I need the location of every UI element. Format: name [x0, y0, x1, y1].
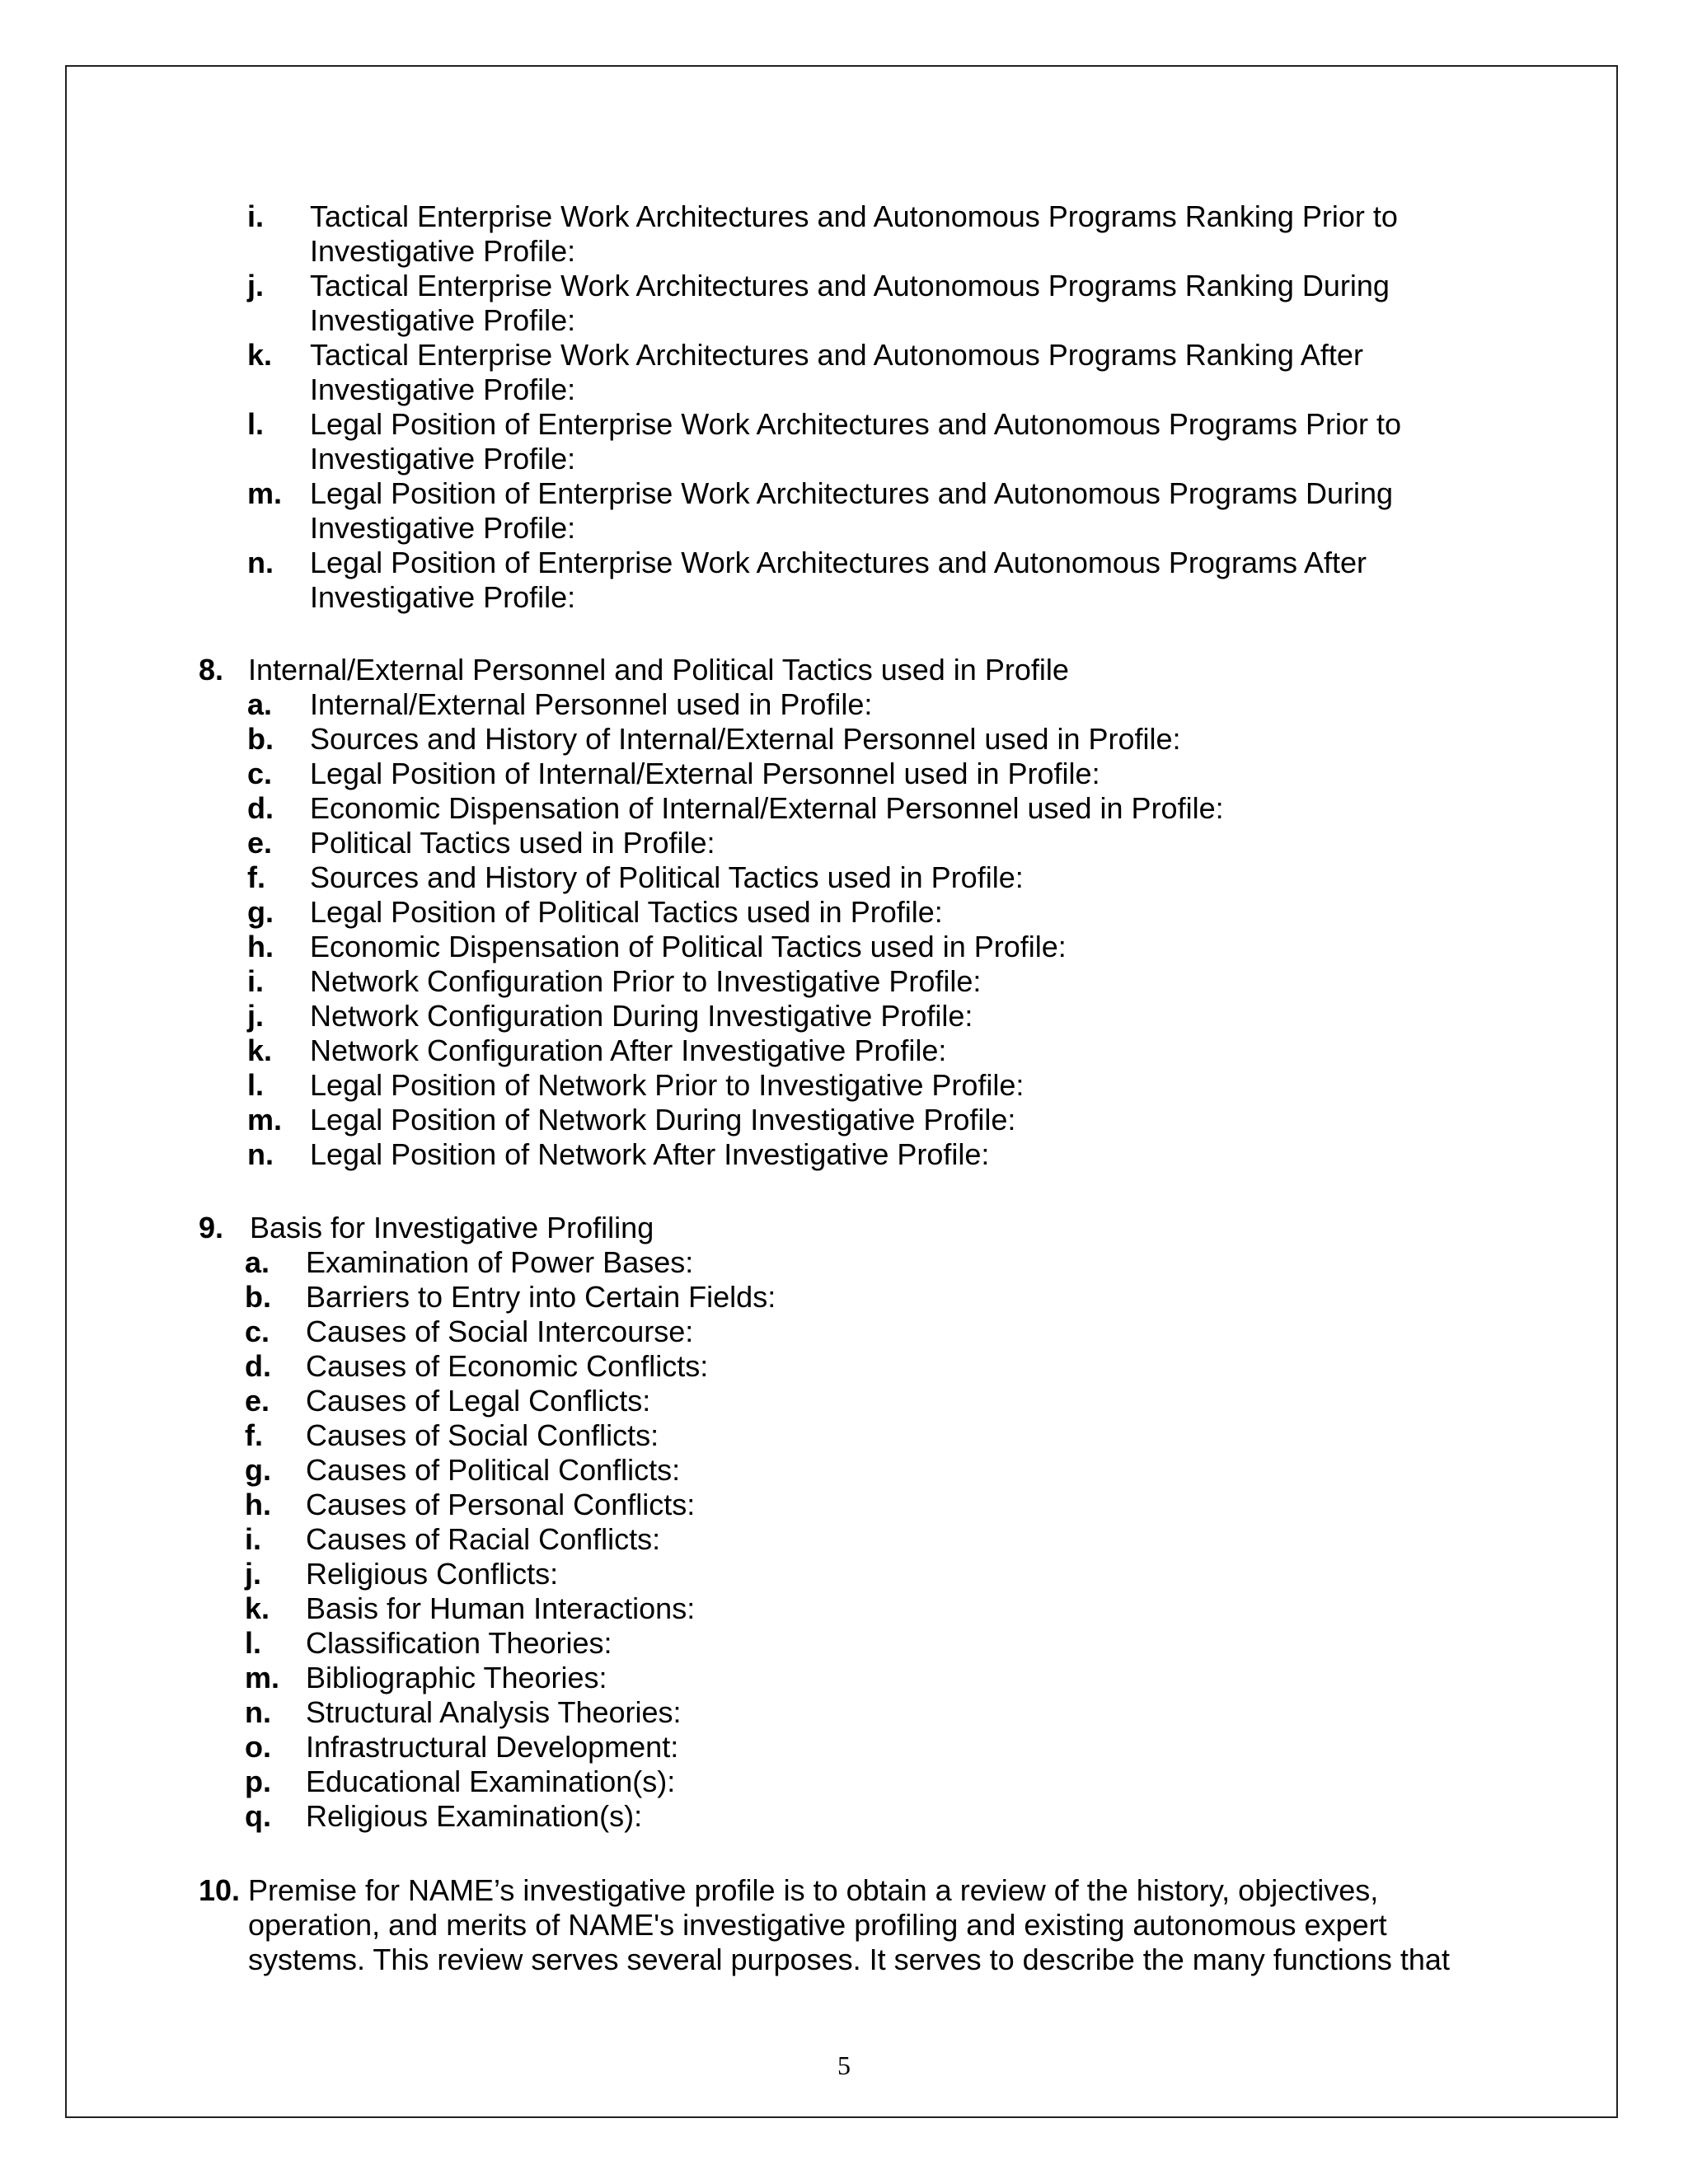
list-text: Sources and History of Internal/External Personnel used in Profile:	[310, 722, 1181, 756]
list-marker: f.	[245, 1418, 263, 1452]
list-marker: f.	[247, 860, 265, 894]
list-text: Tactical Enterprise Work Architectures and Autonomous Programs Ranking Prior to	[310, 199, 1398, 233]
list-marker: m.	[247, 1103, 283, 1137]
list-text: Religious Examination(s):	[306, 1799, 643, 1833]
list-text: Legal Position of Enterprise Work Architectures and Autonomous Programs During	[310, 476, 1393, 510]
list-marker: e.	[245, 1384, 270, 1418]
list-marker: i.	[245, 1522, 262, 1556]
list-marker: j.	[247, 269, 265, 302]
list-text: Legal Position of Internal/External Personnel used in Profile:	[310, 757, 1100, 790]
list-text: Legal Position of Enterprise Work Architectures and Autonomous Programs Prior to	[310, 407, 1401, 441]
list-marker: n.	[245, 1695, 271, 1729]
list-text: Legal Position of Political Tactics used in Profile:	[310, 895, 943, 929]
list-marker: l.	[247, 1068, 265, 1102]
list-marker: l.	[245, 1626, 262, 1660]
list-text: operation, and merits of NAME's investigative profiling and existing autonomous expert	[248, 1908, 1387, 1942]
list-text: Educational Examination(s):	[306, 1765, 676, 1798]
list-marker: m.	[247, 476, 283, 510]
list-text: Network Configuration Prior to Investigative Profile:	[310, 964, 982, 998]
list-text: Internal/External Personnel used in Profile:	[310, 687, 873, 721]
list-text: Basis for Investigative Profiling	[250, 1211, 654, 1244]
list-text: Barriers to Entry into Certain Fields:	[306, 1280, 776, 1314]
list-text: Economic Dispensation of Internal/External Personnel used in Profile:	[310, 791, 1224, 825]
list-marker: q.	[245, 1799, 271, 1833]
list-text: Economic Dispensation of Political Tactics used in Profile:	[310, 930, 1067, 963]
list-marker: g.	[247, 895, 274, 929]
list-marker: i.	[247, 199, 265, 233]
list-text: systems. This review serves several purposes. It serves to describe the many functions that	[248, 1943, 1450, 1976]
list-marker: i.	[247, 964, 265, 998]
list-text: Causes of Personal Conflicts:	[306, 1488, 696, 1521]
list-text: Bibliographic Theories:	[306, 1661, 607, 1694]
list-text: Investigative Profile:	[310, 580, 576, 614]
list-marker: k.	[245, 1591, 270, 1625]
list-text: Tactical Enterprise Work Architectures and Autonomous Programs Ranking After	[310, 338, 1363, 372]
list-marker: a.	[247, 687, 273, 721]
list-text: Religious Conflicts:	[306, 1557, 559, 1591]
list-marker: b.	[245, 1280, 271, 1314]
list-text: Network Configuration During Investigative Profile:	[310, 999, 973, 1033]
list-marker: 9.	[199, 1211, 224, 1244]
list-marker: 8.	[199, 653, 224, 687]
list-text: Investigative Profile:	[310, 442, 576, 476]
list-text: Tactical Enterprise Work Architectures and Autonomous Programs Ranking During	[310, 269, 1390, 302]
list-text: Political Tactics used in Profile:	[310, 826, 715, 860]
page-number: 5	[837, 2050, 851, 2080]
list-text: Structural Analysis Theories:	[306, 1695, 682, 1729]
list-marker: c.	[247, 757, 273, 790]
list-marker: h.	[247, 930, 274, 963]
list-marker: k.	[247, 1033, 273, 1067]
list-text: Causes of Legal Conflicts:	[306, 1384, 651, 1418]
list-text: Sources and History of Political Tactics used in Profile:	[310, 860, 1024, 894]
list-marker: a.	[245, 1245, 270, 1279]
list-text: Causes of Racial Conflicts:	[306, 1522, 661, 1556]
list-marker: j.	[245, 1557, 262, 1591]
list-text: Investigative Profile:	[310, 373, 576, 406]
list-text: Basis for Human Interactions:	[306, 1591, 696, 1625]
list-marker: c.	[245, 1315, 270, 1348]
list-text: Infrastructural Development:	[306, 1730, 679, 1764]
list-text: Premise for NAME’s investigative profile is to obtain a review of the history, objectives,	[248, 1873, 1379, 1907]
list-marker: k.	[247, 338, 273, 372]
list-text: Causes of Political Conflicts:	[306, 1453, 681, 1487]
list-text: Investigative Profile:	[310, 511, 576, 545]
list-marker: b.	[247, 722, 274, 756]
list-text: Causes of Economic Conflicts:	[306, 1349, 709, 1383]
list-marker: d.	[247, 791, 274, 825]
list-text: Investigative Profile:	[310, 303, 576, 337]
list-text: Legal Position of Network During Investigative Profile:	[310, 1103, 1016, 1137]
list-marker: j.	[247, 999, 265, 1033]
list-text: Legal Position of Enterprise Work Architectures and Autonomous Programs After	[310, 546, 1367, 579]
list-marker: g.	[245, 1453, 271, 1487]
list-marker: o.	[245, 1730, 271, 1764]
list-text: Internal/External Personnel and Political Tactics used in Profile	[248, 653, 1069, 687]
list-text: Legal Position of Network Prior to Investigative Profile:	[310, 1068, 1025, 1102]
list-marker: p.	[245, 1765, 271, 1798]
list-text: Causes of Social Conflicts:	[306, 1418, 659, 1452]
list-text: Legal Position of Network After Investigative Profile:	[310, 1137, 990, 1171]
list-marker: e.	[247, 826, 273, 860]
list-marker: d.	[245, 1349, 271, 1383]
list-text: Causes of Social Intercourse:	[306, 1315, 694, 1348]
list-marker: l.	[247, 407, 265, 441]
list-marker: n.	[247, 546, 274, 579]
list-marker: 10.	[199, 1873, 241, 1907]
list-marker: h.	[245, 1488, 271, 1521]
list-text: Network Configuration After Investigative Profile:	[310, 1033, 947, 1067]
list-text: Examination of Power Bases:	[306, 1245, 694, 1279]
list-marker: m.	[245, 1661, 280, 1694]
list-text: Investigative Profile:	[310, 234, 576, 268]
list-marker: n.	[247, 1137, 274, 1171]
list-text: Classification Theories:	[306, 1626, 612, 1660]
